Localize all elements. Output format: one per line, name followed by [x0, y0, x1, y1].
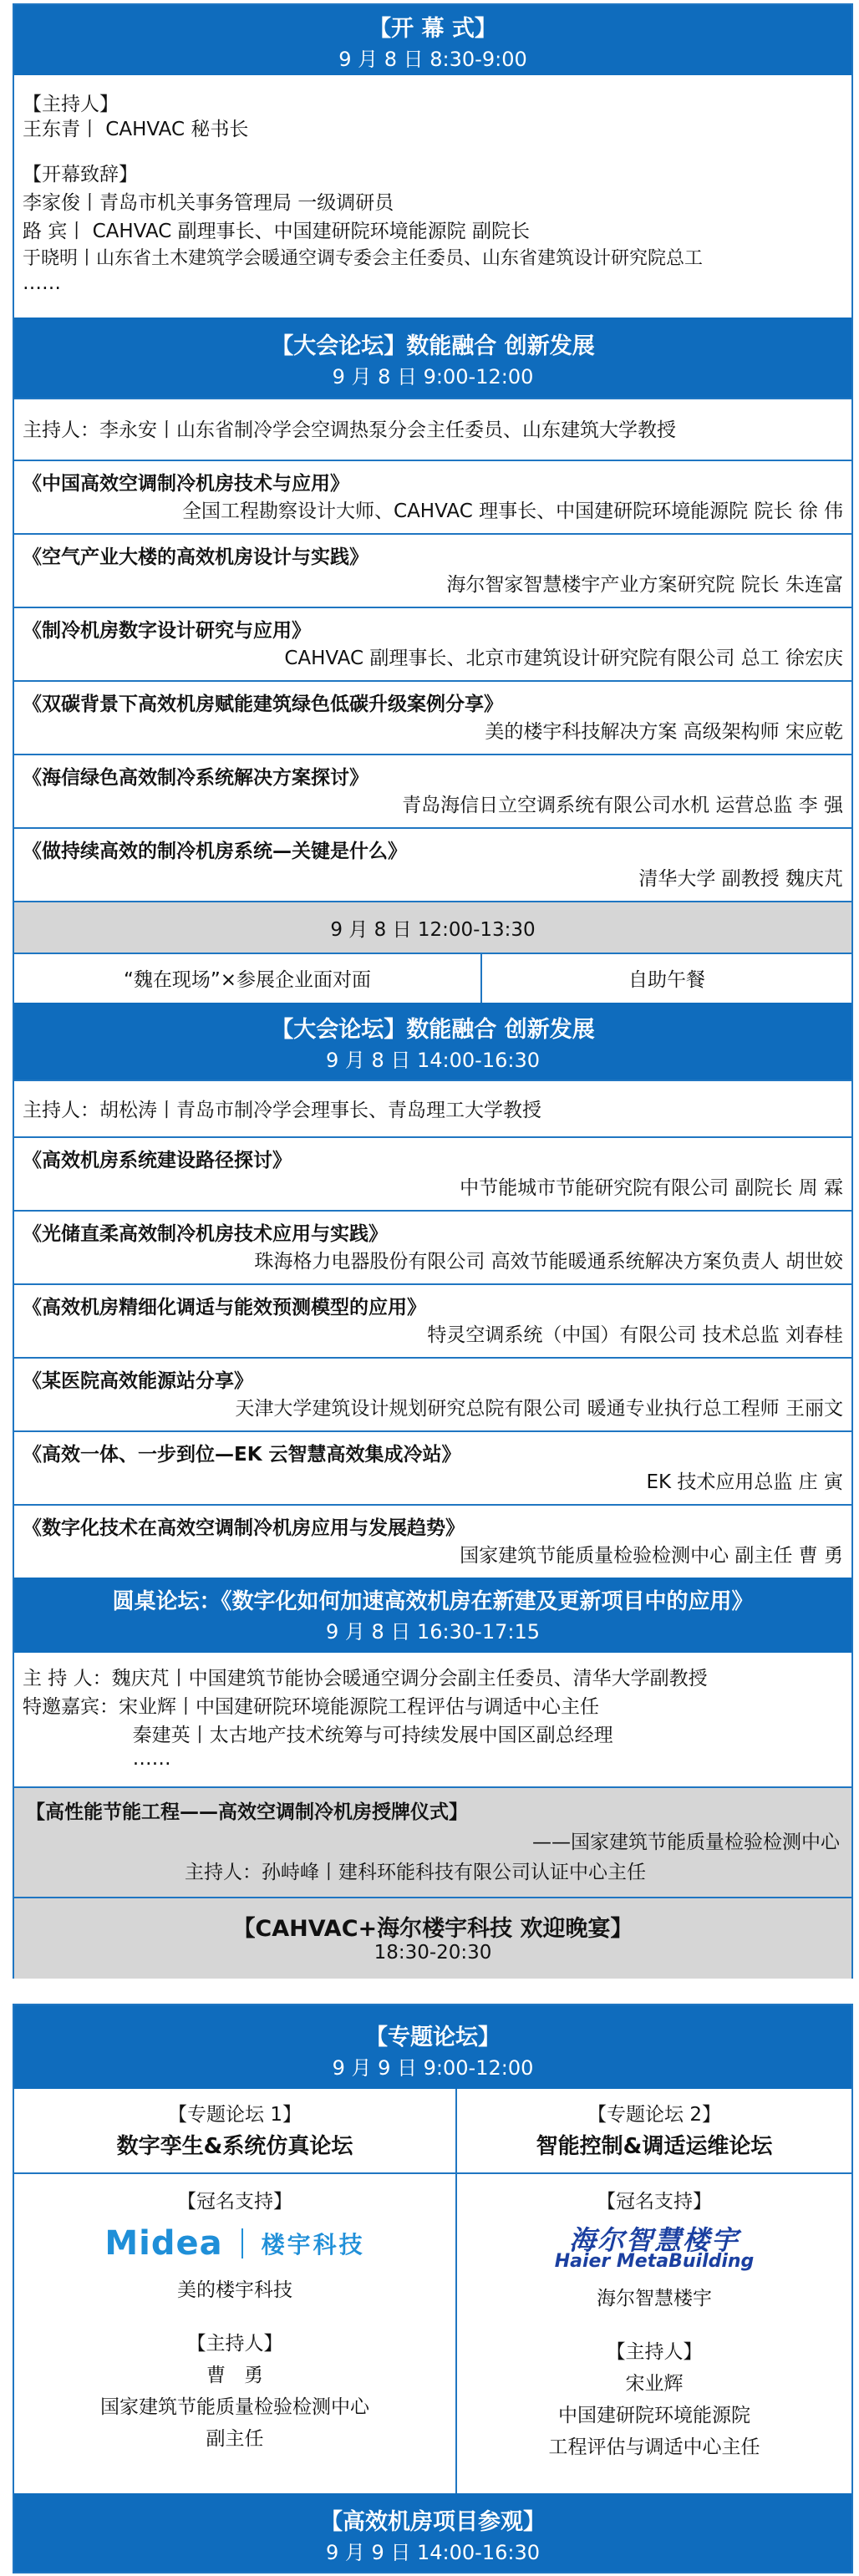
- opening-header: [14, 5, 851, 75]
- midea-logo: [14, 2219, 455, 2268]
- talk-title: 《高效机房精细化调适与能效预测模型的应用》: [23, 1297, 426, 1318]
- forum1-header: [14, 318, 851, 398]
- special-right: [457, 2089, 851, 2493]
- forum1-talk: [14, 607, 851, 680]
- special-schedule: [13, 2004, 853, 2573]
- left-sponsor-label: 【冠名支持】: [177, 2191, 292, 2213]
- forum2-talk: [14, 1283, 851, 1357]
- speech-label: 【开幕致辞】: [23, 164, 138, 185]
- forum1-host-text: 主持人：李永安丨山东省制冷学会空调热泵分会主任委员、山东建筑大学教授: [23, 419, 676, 441]
- opening-body: [14, 75, 851, 318]
- talk-title: 《数字化技术在高效空调制冷机房应用与发展趋势》: [23, 1517, 465, 1539]
- right-host-label: 【主持人】: [606, 2341, 703, 2363]
- forum1-talk: [14, 460, 851, 533]
- haier-logo: [457, 2219, 851, 2278]
- ceremony-org: ——国家建筑节能质量检验检测中心: [532, 1832, 840, 1853]
- talk-speaker: CAHVAC 副理事长、北京市建筑设计研究院有限公司 总工 徐宏庆: [284, 648, 843, 669]
- forum1-talk: [14, 680, 851, 754]
- opening-speaker: ……: [23, 272, 61, 294]
- left-host-org: 国家建筑节能质量检验检测中心: [100, 2396, 369, 2418]
- talk-title: 《高效机房系统建设路径探讨》: [23, 1150, 292, 1171]
- talk-speaker: 美的楼宇科技解决方案 高级架构师 宋应乾: [485, 721, 843, 743]
- talk-speaker: 特灵空调系统（中国）有限公司 技术总监 刘春桂: [427, 1324, 843, 1346]
- forum2-host: [14, 1080, 851, 1136]
- talk-speaker: 天津大学建筑设计规划研究总院有限公司 暖通专业执行总工程师 王丽文: [235, 1398, 843, 1420]
- forum2-talk: [14, 1504, 851, 1578]
- special-time: 9 月 9 日 9:00-12:00: [332, 2056, 534, 2080]
- dinner-time: 18:30-20:30: [374, 1942, 492, 1964]
- lunch-right: 自助午餐: [628, 969, 705, 991]
- forum1-host: [14, 398, 851, 460]
- talk-title: 《某医院高效能源站分享》: [23, 1370, 253, 1392]
- talk-speaker: 青岛海信日立空调系统有限公司水机 运营总监 李 强: [402, 795, 843, 816]
- right-host-org: 中国建研院环境能源院: [558, 2405, 750, 2426]
- roundtable-time: 9 月 8 日 16:30-17:15: [325, 1620, 541, 1644]
- forum2-host-text: 主持人：胡松涛丨青岛市制冷学会理事长、青岛理工大学教授: [23, 1100, 541, 1121]
- logo-divider: [241, 2228, 243, 2258]
- forum1-title: 【大会论坛】数能融合 创新发展: [271, 333, 595, 359]
- lunch-time-row: [14, 901, 851, 953]
- right-detail-cell: [457, 2174, 851, 2463]
- talk-title: 《双碳背景下高效机房赋能建筑绿色低碳升级案例分享》: [23, 694, 503, 715]
- haier-logo-brand: 海尔智慧楼宇: [568, 2224, 740, 2256]
- roundtable-line: 秦建英丨太古地产技术统筹与可持续发展中国区副总经理: [23, 1725, 613, 1746]
- left-detail-cell: [14, 2174, 455, 2455]
- talk-speaker: 全国工程勘察设计大师、CAHVAC 理事长、中国建研院环境能源院 院长 徐 伟: [182, 500, 843, 522]
- host-label: 【主持人】: [23, 94, 119, 115]
- special-left: [14, 2089, 457, 2493]
- main-schedule: [13, 3, 853, 1979]
- roundtable-line: 特邀嘉宾：宋业辉丨中国建研院环境能源院工程评估与调适中心主任: [23, 1696, 599, 1718]
- talk-title: 《做持续高效的制冷机房系统—关键是什么》: [23, 841, 407, 862]
- right-host-title: 工程评估与调适中心主任: [548, 2436, 760, 2458]
- ceremony-row: [14, 1786, 851, 1897]
- lunch-time: 9 月 8 日 12:00-13:30: [330, 919, 536, 941]
- roundtable-header: [14, 1578, 851, 1653]
- right-sponsor: 海尔智慧楼宇: [597, 2288, 712, 2309]
- talk-title: 《海信绿色高效制冷系统解决方案探讨》: [23, 767, 369, 789]
- left-host-name: 曹 勇: [206, 2365, 263, 2386]
- talk-title: 《高效一体、一步到位—EK 云智慧高效集成冷站》: [23, 1444, 461, 1466]
- talk-speaker: 清华大学 副教授 魏庆芃: [638, 868, 843, 890]
- left-forum-name: 数字孪生&系统仿真论坛: [116, 2134, 353, 2159]
- opening-title: 【开 幕 式】: [369, 16, 497, 42]
- visit-time: 9 月 9 日 14:00-16:30: [325, 2541, 541, 2564]
- special-columns: [14, 2089, 851, 2493]
- talk-speaker: 国家建筑节能质量检验检测中心 副主任 曹 勇: [460, 1545, 843, 1567]
- talk-speaker: EK 技术应用总监 庄 寅: [646, 1471, 843, 1493]
- haier-logo-sub: Haier MetaBuilding: [554, 2251, 755, 2272]
- visit-title: 【高效机房项目参观】: [320, 2509, 546, 2535]
- ceremony-title: 【高性能节能工程——高效空调制冷机房授牌仪式】: [26, 1801, 468, 1823]
- forum2-talk: [14, 1136, 851, 1210]
- opening-host: 王东青丨 CAHVAC 秘书长: [23, 119, 249, 140]
- forum1-talk: [14, 754, 851, 827]
- talk-title: 《空气产业大楼的高效机房设计与实践》: [23, 546, 369, 568]
- forum1-time: 9 月 8 日 9:00-12:00: [332, 365, 534, 389]
- talk-title: 《中国高效空调制冷机房技术与应用》: [23, 473, 349, 495]
- left-sponsor: 美的楼宇科技: [177, 2279, 292, 2301]
- ceremony-host: 主持人：孙峙峰丨建科环能科技有限公司认证中心主任: [185, 1862, 646, 1883]
- left-host-label: 【主持人】: [186, 2333, 283, 2355]
- forum1-talk: [14, 533, 851, 607]
- roundtable-title: 圆桌论坛：《数字化如何加速高效机房在新建及更新项目中的应用》: [112, 1589, 754, 1614]
- opening-speaker: 于晓明丨山东省土木建筑学会暖通空调专委会主任委员、山东省建筑设计研究院总工: [23, 248, 704, 269]
- forum2-talk: [14, 1430, 851, 1504]
- special-title: 【专题论坛】: [365, 2025, 501, 2050]
- left-title-cell: [14, 2089, 455, 2174]
- forum2-time: 9 月 8 日 14:00-16:30: [325, 1049, 541, 1072]
- talk-speaker: 中节能城市节能研究院有限公司 副院长 周 霖: [460, 1177, 843, 1199]
- roundtable-line: ……: [23, 1748, 171, 1770]
- talk-speaker: 珠海格力电器股份有限公司 高效节能暖通系统解决方案负责人 胡世姣: [254, 1251, 843, 1273]
- left-host-title: 副主任: [206, 2428, 264, 2450]
- right-forum-label: 【专题论坛 2】: [587, 2104, 721, 2126]
- roundtable-body: [14, 1653, 851, 1786]
- right-forum-name: 智能控制&调适运维论坛: [536, 2134, 773, 2159]
- right-title-cell: [457, 2089, 851, 2174]
- opening-speaker: 李家俊丨青岛市机关事务管理局 一级调研员: [23, 192, 394, 214]
- special-header: [14, 2005, 851, 2089]
- lunch-row: [14, 953, 851, 1003]
- visit-header: [14, 2493, 851, 2572]
- lunch-left: “魏在现场”×参展企业面对面: [14, 954, 482, 1003]
- talk-title: 《光储直柔高效制冷机房技术应用与实践》: [23, 1223, 388, 1245]
- opening-time: 9 月 8 日 8:30-9:00: [338, 48, 527, 71]
- forum2-talk: [14, 1357, 851, 1430]
- forum2-header: [14, 1003, 851, 1080]
- dinner-title: 【CAHVAC+海尔楼宇科技 欢迎晚宴】: [232, 1916, 633, 1942]
- left-forum-label: 【专题论坛 1】: [168, 2104, 302, 2126]
- talk-speaker: 海尔智家智慧楼宇产业方案研究院 院长 朱连富: [446, 574, 843, 596]
- forum1-talk: [14, 827, 851, 901]
- forum2-talk: [14, 1210, 851, 1283]
- dinner-row: [14, 1897, 851, 1979]
- opening-speaker: 路 宾丨 CAHVAC 副理事长、中国建研院环境能源院 副院长: [23, 221, 530, 242]
- right-sponsor-label: 【冠名支持】: [597, 2191, 712, 2213]
- midea-logo-brand: Midea: [104, 2224, 223, 2263]
- midea-logo-sub: 楼宇科技: [261, 2231, 365, 2258]
- right-host-name: 宋业辉: [625, 2373, 684, 2395]
- talk-title: 《制冷机房数字设计研究与应用》: [23, 620, 311, 642]
- forum2-title: 【大会论坛】数能融合 创新发展: [271, 1017, 595, 1043]
- roundtable-line: 主 持 人：魏庆芃丨中国建筑节能协会暖通空调分会副主任委员、清华大学副教授: [23, 1668, 708, 1689]
